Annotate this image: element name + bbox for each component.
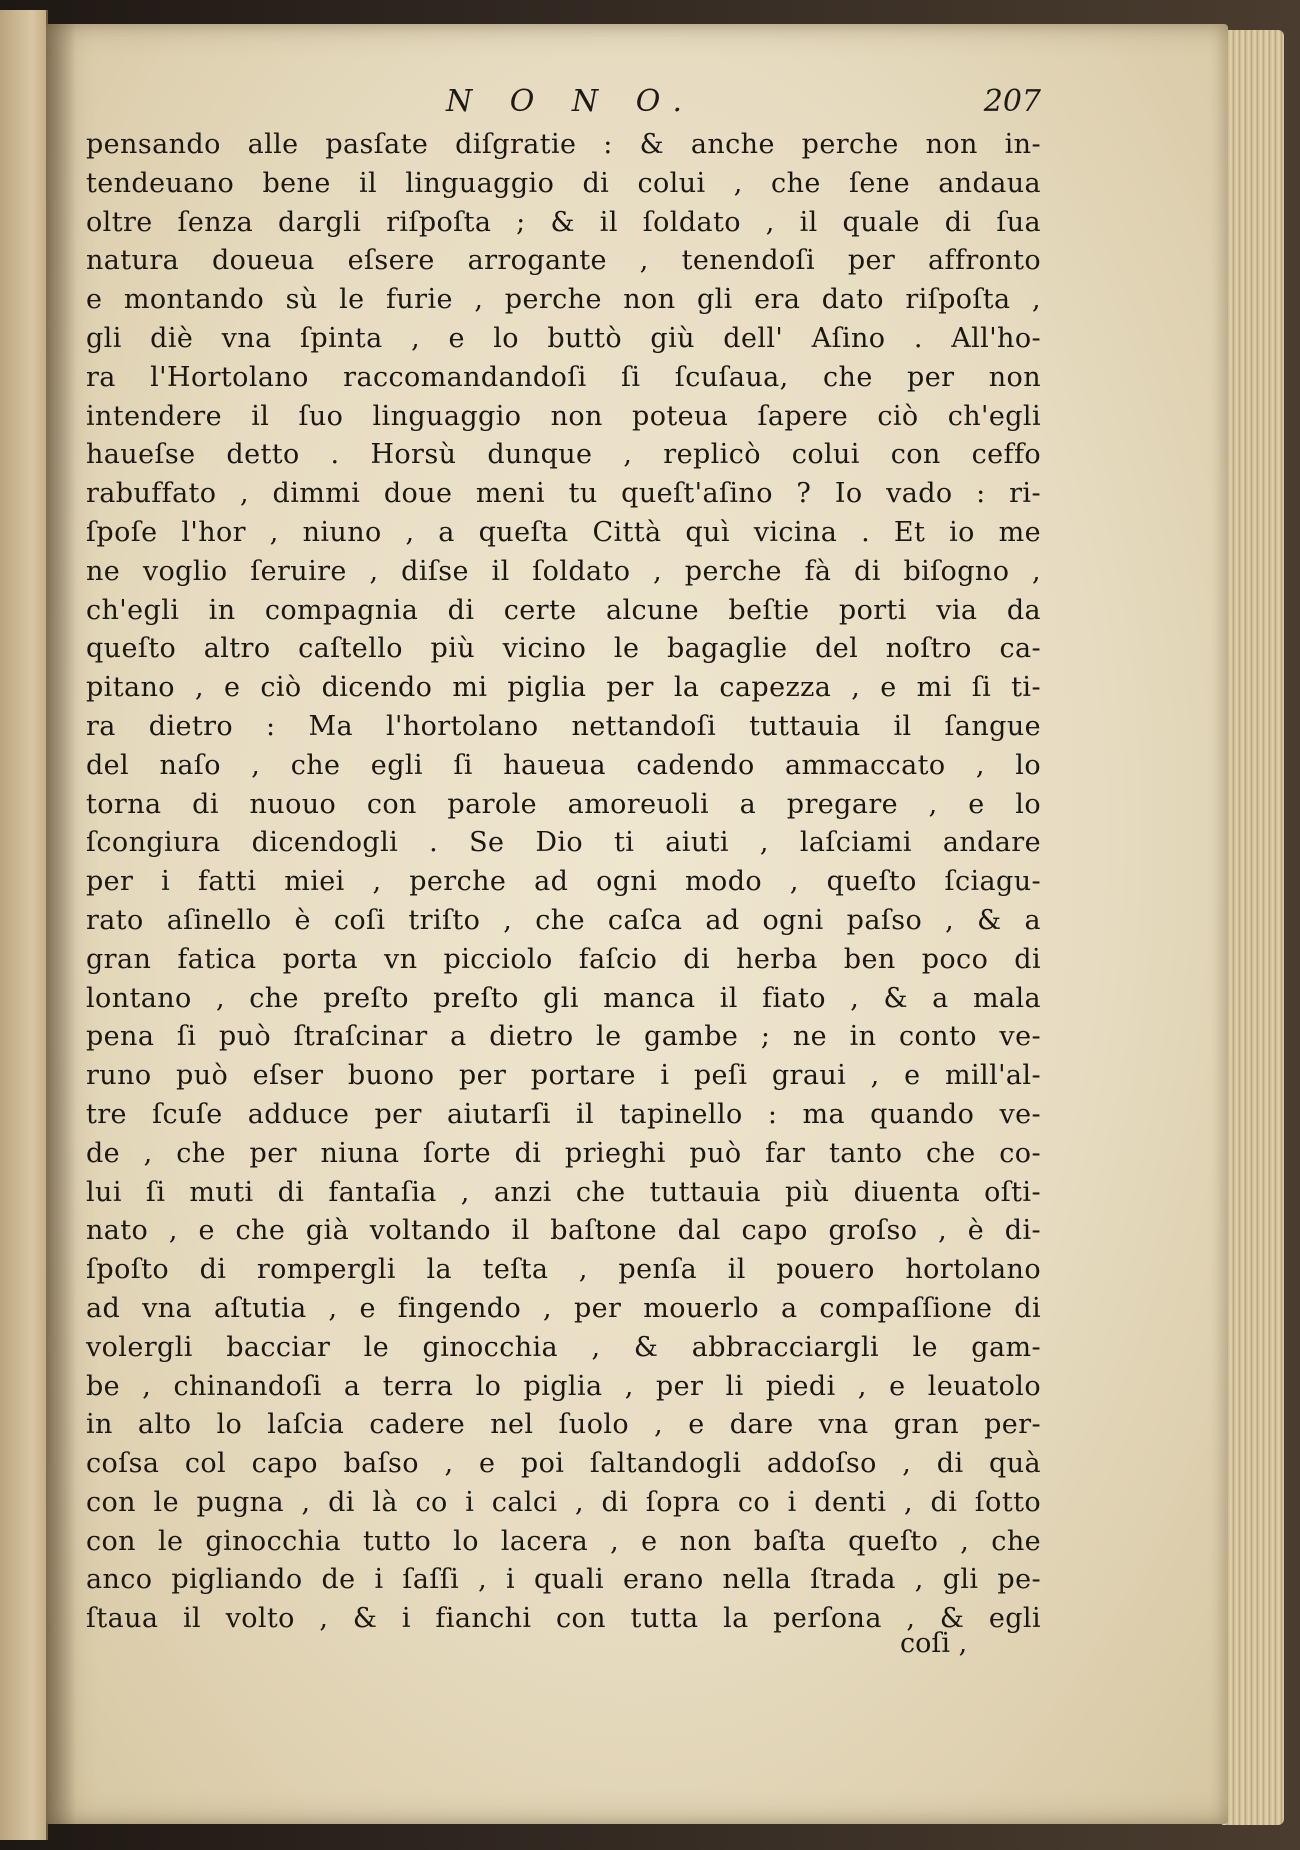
text-line: rato aſinello è coſi triſto , che caſca ad ogni paſso , & a bbox=[86, 904, 1041, 936]
text-line: ſcongiura dicendogli . Se Dio ti aiuti , laſciami andare bbox=[86, 827, 1041, 859]
text-line: ra dietro : Ma l'hortolano nettandoſi tuttauia il ſangue bbox=[86, 710, 1041, 742]
page-header bbox=[86, 84, 1041, 124]
text-line: nato , e che già voltando il baſtone dal capo groſso , è di- bbox=[86, 1215, 1041, 1247]
text-line: intendere il ſuo linguaggio non poteua ſapere ciò ch'egli bbox=[86, 400, 1041, 432]
text-line: tendeuano bene il linguaggio di colui , che ſene andaua bbox=[86, 167, 1041, 199]
text-line: anco pigliando de i ſaſſi , i quali erano nella ſtrada , gli pe- bbox=[86, 1564, 1041, 1596]
text-line: lontano , che preſto preſto gli manca il fiato , & a mala bbox=[86, 982, 1041, 1014]
text-line: e montando sù le furie , perche non gli era dato riſpoſta , bbox=[86, 284, 1041, 316]
facing-page-edge bbox=[0, 10, 48, 1840]
text-line: pitano , e ciò dicendo mi piglia per la capezza , e mi ſi ti- bbox=[86, 672, 1041, 704]
text-line: haueſse detto . Horsù dunque , replicò colui con ceffo bbox=[86, 439, 1041, 471]
body-text bbox=[86, 126, 1041, 1639]
text-line: oltre ſenza dargli riſpoſta ; & il ſoldato , il quale di ſua bbox=[86, 206, 1041, 238]
text-line: ſpoſe l'hor , niuno , a queſta Città quì vicina . Et io me bbox=[86, 516, 1041, 548]
text-line: con le pugna , di là co i calci , di ſopra co i denti , di ſotto bbox=[86, 1486, 1041, 1518]
text-line: pensando alle pasſate diſgratie : & anche perche non in- bbox=[86, 129, 1041, 160]
text-line: be , chinandoſi a terra lo piglia , per li piedi , e leuatolo bbox=[86, 1370, 1041, 1402]
text-line: de , che per niuna ſorte di prieghi può far tanto che co- bbox=[86, 1137, 1041, 1169]
text-line: con le ginocchia tutto lo lacera , e non baſta queſto , che bbox=[86, 1525, 1041, 1557]
text-line: torna di nuouo con parole amoreuoli a pregare , e lo bbox=[86, 788, 1041, 820]
text-line: pena ſi può ſtraſcinar a dietro le gambe ; ne in conto ve- bbox=[86, 1021, 1041, 1053]
running-head: N O N O. bbox=[446, 84, 697, 119]
text-line: ne voglio ſeruire , diſse il ſoldato , perche fà di biſogno , bbox=[86, 555, 1041, 587]
text-line: lui ſi muti di fantaſia , anzi che tuttauia più diuenta oſti- bbox=[86, 1176, 1041, 1208]
page-number: 207 bbox=[983, 84, 1041, 119]
text-line: runo può eſser buono per portare i peſi graui , e mill'al- bbox=[86, 1060, 1041, 1092]
gutter-shadow bbox=[46, 24, 76, 1824]
text-line: ad vna aſtutia , e fingendo , per mouerlo a compaſſione di bbox=[86, 1292, 1041, 1324]
page-stack-edges bbox=[1222, 30, 1284, 1825]
text-line: natura doueua eſsere arrogante , tenendoſi per affronto bbox=[86, 245, 1041, 277]
text-line: ſtaua il volto , & i fianchi con tutta la perſona , & egli bbox=[86, 1603, 1041, 1635]
text-line: rabuffato , dimmi doue meni tu queſt'aſino ? Io vado : ri- bbox=[86, 478, 1041, 510]
text-line: gran fatica porta vn picciolo faſcio di herba ben poco di bbox=[86, 943, 1041, 975]
text-line: ch'egli in compagnia di certe alcune beſtie porti via da bbox=[86, 594, 1041, 626]
text-line: coſsa col capo baſso , e poi ſaltandogli addoſso , di quà bbox=[86, 1448, 1041, 1480]
text-line: volergli bacciar le ginocchia , & abbracciargli le gam- bbox=[86, 1331, 1041, 1363]
text-line: del naſo , che egli ſi haueua cadendo ammaccato , lo bbox=[86, 749, 1041, 781]
text-line: ſpoſto di rompergli la teſta , penſa il pouero hortolano bbox=[86, 1254, 1041, 1286]
text-line: ra l'Hortolano raccomandandoſi ſi ſcuſaua, che per non bbox=[86, 361, 1041, 393]
catchword: coſi , bbox=[900, 1628, 968, 1659]
text-line: queſto altro caſtello più vicino le bagaglie del noſtro ca- bbox=[86, 633, 1041, 665]
text-line: gli diè vna ſpinta , e lo buttò giù dell' Aſino . All'ho- bbox=[86, 322, 1041, 354]
text-line: tre ſcuſe adduce per aiutarſi il tapinello : ma quando ve- bbox=[86, 1098, 1041, 1130]
text-line: per i fatti miei , perche ad ogni modo , queſto ſciagu- bbox=[86, 866, 1041, 898]
text-line: in alto lo laſcia cadere nel ſuolo , e dare vna gran per- bbox=[86, 1409, 1041, 1441]
